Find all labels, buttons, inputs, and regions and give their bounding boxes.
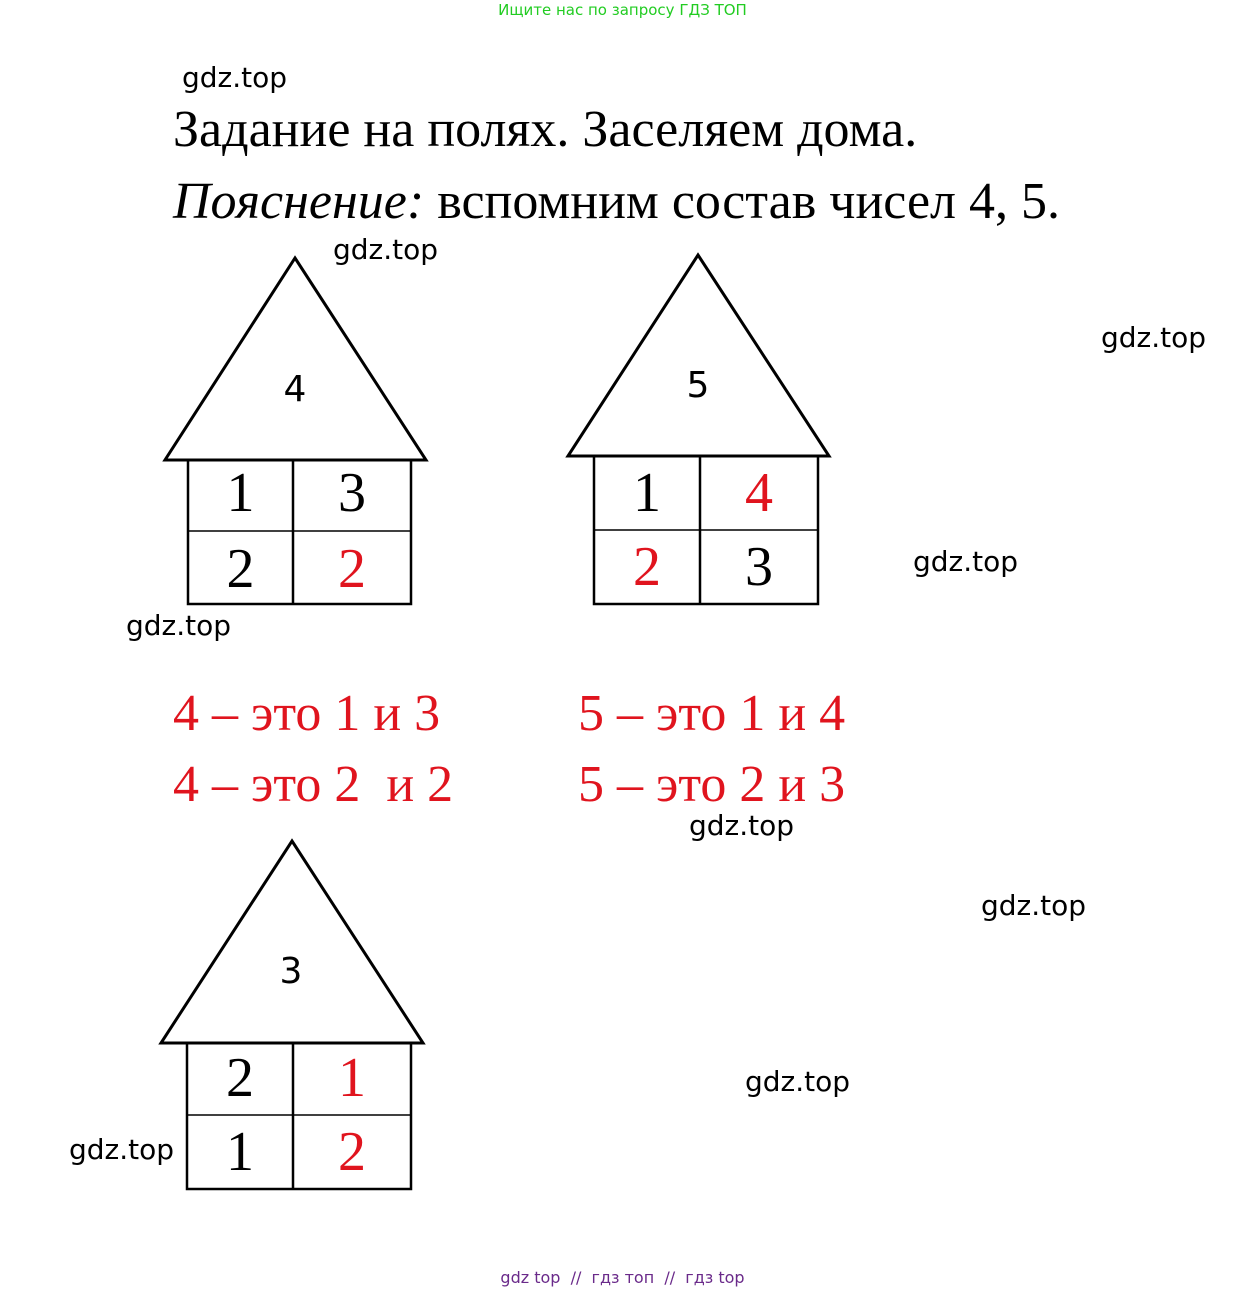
answer-cell: 2 xyxy=(338,538,366,600)
watermark: gdz.top xyxy=(689,809,795,842)
equation-5-2: 5 – это 2 и 3 xyxy=(578,756,846,813)
watermark: gdz.top xyxy=(745,1065,851,1098)
roof-number: 4 xyxy=(283,369,307,410)
answer-cell: 2 xyxy=(338,1121,366,1183)
footer-links: gdz top // гдз топ // гдз top xyxy=(500,1268,745,1287)
task-title: Задание на полях. Заселяем дома. xyxy=(173,101,918,158)
answer-cell: 1 xyxy=(338,1047,366,1109)
house-cell: 1 xyxy=(226,1121,254,1183)
house-cell: 1 xyxy=(226,462,255,524)
house-cell: 1 xyxy=(633,462,661,524)
equation-4-2: 4 – это 2 и 2 xyxy=(173,756,454,813)
house-cell: 2 xyxy=(226,538,255,600)
house-4 xyxy=(162,255,430,608)
house-3 xyxy=(158,838,428,1193)
answer-cell: 4 xyxy=(745,462,773,524)
watermark: gdz.top xyxy=(333,233,439,266)
explanation-label: Пояснение: xyxy=(173,173,425,230)
top-banner: Ищите нас по запросу ГДЗ ТОП xyxy=(498,1,747,19)
house-5 xyxy=(565,252,833,608)
watermark: gdz.top xyxy=(69,1133,175,1166)
equation-4-1: 4 – это 1 и 3 xyxy=(173,685,441,742)
roof-number: 5 xyxy=(686,365,710,406)
watermark: gdz.top xyxy=(981,889,1087,922)
watermark: gdz.top xyxy=(1101,321,1207,354)
house-cell: 3 xyxy=(745,536,773,598)
house-cell: 2 xyxy=(226,1047,254,1109)
explanation-text: вспомним состав чисел 4, 5. xyxy=(437,173,1061,230)
explanation-line xyxy=(173,173,1061,230)
watermark: gdz.top xyxy=(182,61,288,94)
watermark: gdz.top xyxy=(913,545,1019,578)
house-cell: 3 xyxy=(338,462,366,524)
roof-number: 3 xyxy=(279,951,303,992)
watermark: gdz.top xyxy=(126,609,232,642)
answer-cell: 2 xyxy=(633,536,661,598)
equation-5-1: 5 – это 1 и 4 xyxy=(578,685,846,742)
